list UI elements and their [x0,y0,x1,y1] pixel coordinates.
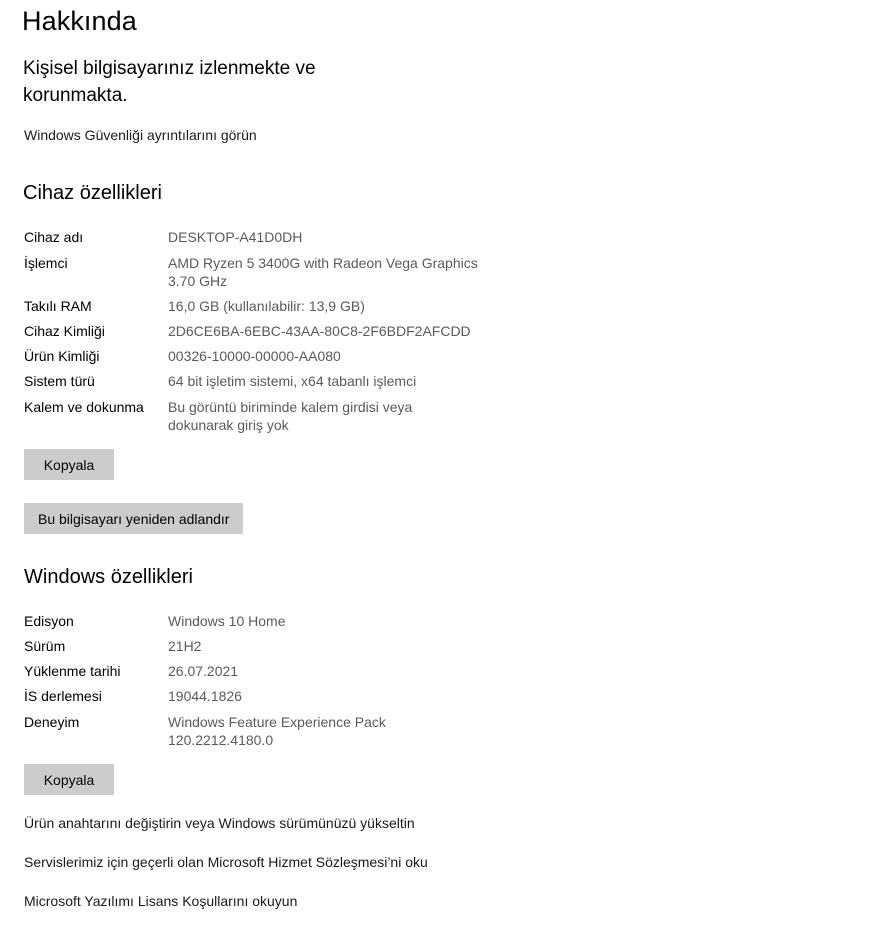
spec-value: 26.07.2021 [168,663,239,679]
change-product-key-link[interactable]: Ürün anahtarını değiştirin veya Windows sürümünüzü yükseltin [24,815,415,831]
license-terms-link[interactable]: Microsoft Yazılımı Lisans Koşullarını okuyun [24,893,298,909]
spec-label: Sürüm [24,638,66,654]
security-status-text: Kişisel bilgisayarınız izlenmekte ve korunmakta. [23,58,316,106]
spec-value: 2D6CE6BA-6EBC-43AA-80C8-2F6BDF2AFCDD [168,323,471,339]
spec-value: Windows Feature Experience Pack 120.2212.4180.0 [168,714,386,748]
spec-label: Kalem ve dokunma [24,399,144,415]
spec-label: Cihaz adı [24,229,84,245]
spec-label: Edisyon [24,613,74,629]
spec-value: Bu görüntü biriminde kalem girdisi veya dokunarak giriş yok [168,399,413,433]
device-specs-heading: Cihaz özellikleri [23,182,162,204]
spec-value: 19044.1826 [168,688,242,704]
copy-windows-specs-button[interactable]: Kopyala [24,764,114,795]
spec-value: 16,0 GB (kullanılabilir: 13,9 GB) [168,298,365,314]
spec-label: Takılı RAM [24,298,92,314]
spec-label: Deneyim [24,714,80,730]
spec-label: Yüklenme tarihi [24,663,121,679]
spec-label: Cihaz Kimliği [24,323,105,339]
windows-specs-heading: Windows özellikleri [24,566,193,588]
spec-label: Sistem türü [24,373,95,389]
spec-label: Ürün Kimliği [24,348,100,364]
spec-value: Windows 10 Home [168,613,286,629]
spec-value: 21H2 [168,638,202,654]
spec-value: 64 bit işletim sistemi, x64 tabanlı işlemci [168,373,417,389]
spec-value: 00326-10000-00000-AA080 [168,348,341,364]
spec-value: AMD Ryzen 5 3400G with Radeon Vega Graphics 3.70 GHz [168,255,478,289]
spec-label: İşlemci [24,255,68,271]
copy-device-specs-button[interactable]: Kopyala [24,449,114,480]
rename-pc-button[interactable]: Bu bilgisayarı yeniden adlandır [24,503,243,534]
security-details-link[interactable]: Windows Güvenliği ayrıntılarını görün [24,127,257,143]
spec-value: DESKTOP-A41D0DH [168,229,303,245]
page-title: Hakkında [22,6,137,36]
spec-label: İS derlemesi [24,688,102,704]
service-agreement-link[interactable]: Servislerimiz için geçerli olan Microsoft Hizmet Sözleşmesi’ni oku [24,854,428,870]
